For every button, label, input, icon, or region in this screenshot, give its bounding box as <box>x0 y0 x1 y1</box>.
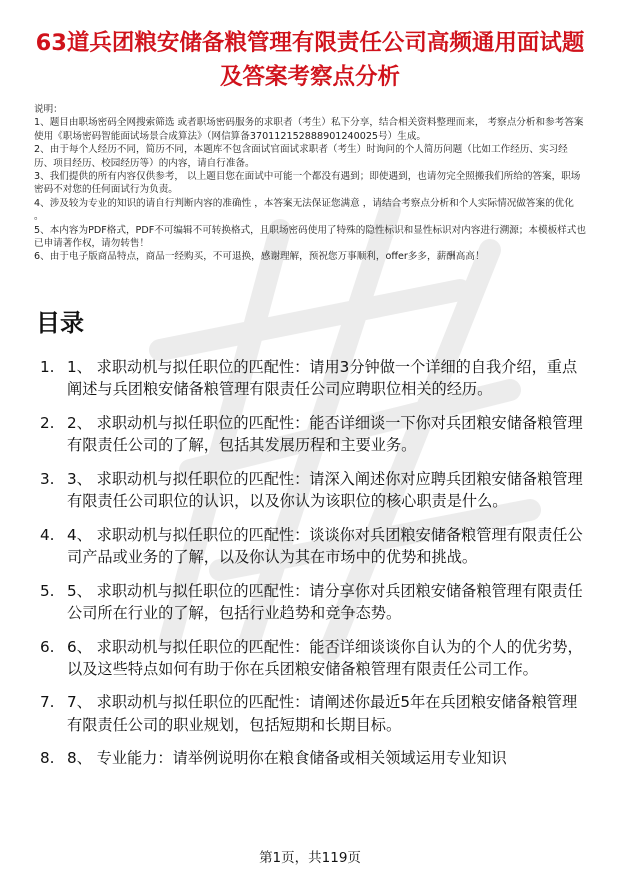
toc-item[interactable] <box>36 468 588 512</box>
document-title: 63道兵团粮安储备粮管理有限责任公司高频通用面试题及答案考察点分析 <box>35 30 585 90</box>
toc-item-number: 5. <box>40 581 55 600</box>
toc-item-number: 7. <box>40 693 55 712</box>
toc-item-text: 8、 专业能力：请举例说明你在粮食储备或相关领域运用专业知识 <box>67 749 507 768</box>
toc-item-text: 4、 求职动机与拟任职位的匹配性：谈谈你对兵团粮安储备粮管理有限责任公司产品或业务的了解，以及你认为其在市场中的优势和挑战。 <box>67 525 583 566</box>
page-footer: 第1页，共119页 <box>259 850 361 866</box>
toc-item-number: 4. <box>40 525 55 544</box>
toc-item-number: 2. <box>40 413 55 432</box>
note-item: 2、由于每个人经历不同，简历不同，本题库不包含面试官面试求职者（考生）时询问的个人简历问题（比如工作经历、实习经历、项目经历、校园经历等）的内容，请自行准备。 <box>34 144 568 169</box>
toc-item-text: 3、 求职动机与拟任职位的匹配性：请深入阐述你对应聘兵团粮安储备粮管理有限责任公司职位的认识，以及你认为该职位的核心职责是什么。 <box>67 469 583 511</box>
toc-item-number: 3. <box>40 469 55 488</box>
note-item: 3、我们提供的所有内容仅供参考， 以上题目您在面试中可能一个都没有遇到；即使遇到，也请勿完全照搬我们所给的答案，职场密码不对您的任何面试行为负责。 <box>34 171 581 196</box>
toc-item-number: 1. <box>40 358 55 376</box>
toc-item-text: 6、 求职动机与拟任职位的匹配性：能否详细谈谈你自认为的个人的优劣势，以及这些特点如何有助于你在兵团粮安储备粮管理有限责任公司工作。 <box>67 637 583 678</box>
notes-section <box>34 103 586 264</box>
toc-item-text: 7、 求职动机与拟任职位的匹配性：请阐述你最近5年在兵团粮安储备粮管理有限责任公司的职业规划，包括短期和长期目标。 <box>67 693 578 734</box>
toc-item-number: 6. <box>40 637 55 656</box>
toc-item-number: 8. <box>40 749 55 768</box>
toc-item-text: 2、 求职动机与拟任职位的匹配性：能否详细谈一下你对兵团粮安储备粮管理有限责任公司的了解，包括其发展历程和主要业务。 <box>67 413 583 455</box>
note-item: 6、由于电子版商品特点，商品一经购买，不可退换，感谢理解，预祝您万事顺利，offer多多，薪酬高高！ <box>34 251 485 263</box>
toc-heading: 目录 <box>36 309 84 337</box>
toc-item[interactable] <box>36 691 588 735</box>
toc-item[interactable] <box>36 580 588 624</box>
toc-item[interactable] <box>36 747 588 769</box>
toc-item-text: 5、 求职动机与拟任职位的匹配性：请分享你对兵团粮安储备粮管理有限责任公司所在行业的了解，包括行业趋势和竞争态势。 <box>67 581 583 622</box>
notes-heading: 说明： <box>34 104 63 115</box>
toc-item-text: 1、 求职动机与拟任职位的匹配性：请用3分钟做一个详细的自我介绍，重点阐述与兵团粮安储备粮管理有限责任公司应聘职位相关的经历。 <box>67 358 578 399</box>
toc-item[interactable] <box>36 636 588 680</box>
toc-item[interactable] <box>36 524 588 568</box>
toc-list <box>36 356 588 781</box>
note-item: 4、涉及较为专业的知识的请自行判断内容的准确性 ，本答案无法保证您满意 ，请结合考察点分析和个人实际情况做答案的优化 。 <box>34 197 574 223</box>
toc-item[interactable] <box>36 356 588 400</box>
toc-item[interactable] <box>36 412 588 456</box>
note-item: 5、本内容为PDF格式，PDF不可编辑不可转换格式，且职场密码使用了特殊的隐性标识和显性标识对内容进行溯源；本模板样式也已申请著作权，请勿转售！ <box>34 224 586 250</box>
note-item: 1、题目由职场密码全网搜索筛选 或者职场密码服务的求职者（考生）私下分享，结合相关资料整理而来， 考察点分析和参考答案使用《职场密码智能面试场景合成算法》（网信算备370112152888901240025号）生成。 <box>34 117 584 142</box>
